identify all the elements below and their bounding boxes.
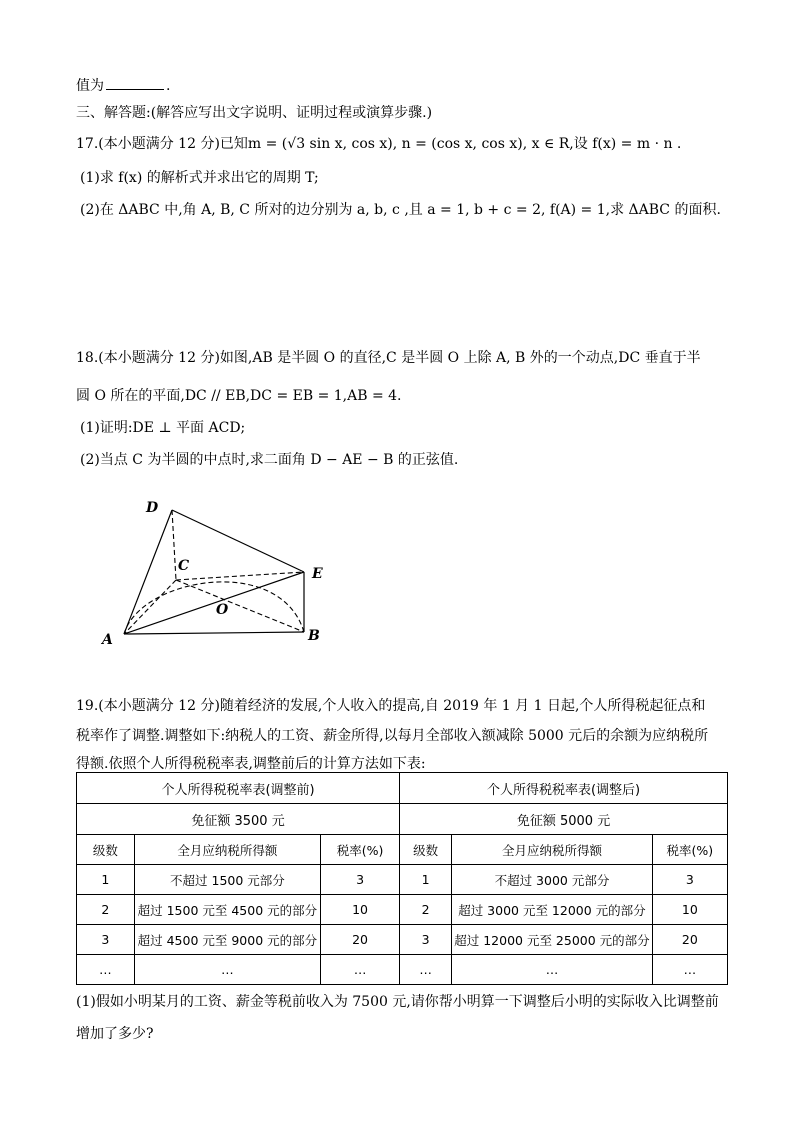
header-cell: 税率(%) — [321, 835, 400, 865]
q17-stem: 17.(本小题满分 12 分)已知m = (√3 sin x, cos x), n = (cos x, cos x), x ∈ R,设 f(x) = m · n . — [76, 136, 682, 152]
edge-ad — [124, 510, 172, 634]
table-cell: … — [77, 955, 135, 985]
table-cell: 超过 3000 元至 12000 元的部分 — [452, 895, 652, 925]
header-cell: 税率(%) — [652, 835, 727, 865]
q18-stem-line1: 18.(本小题满分 12 分)如图,AB 是半圆 O 的直径,C 是半圆 O 上除 A, B 外的一个动点,DC 垂直于半 — [76, 350, 701, 366]
table-cell: 3 — [652, 865, 727, 895]
table-cell: 1 — [77, 865, 135, 895]
q19-stem-line2: 税率作了调整.调整如下:纳税人的工资、薪金所得,以每月全部收入额减除 5000 元后的余额为应纳税所 — [76, 728, 709, 744]
table-header-row — [77, 835, 728, 865]
table-row — [77, 865, 728, 895]
label-e: E — [312, 566, 323, 582]
edge-de — [172, 510, 304, 572]
tax-rate-table — [76, 772, 728, 985]
q18-stem-line2: 圆 O 所在的平面,DC // EB,DC = EB = 1,AB = 4. — [76, 388, 402, 404]
before-title: 个人所得税税率表(调整前) — [77, 773, 400, 804]
q19-stem-line3: 得额.依照个人所得税税率表,调整前后的计算方法如下表: — [76, 756, 426, 772]
blank-end: . — [166, 78, 171, 94]
table-cell: … — [652, 955, 727, 985]
edge-cb — [176, 580, 304, 632]
table-cell: … — [321, 955, 400, 985]
q17-part2: (2)在 ΔABC 中,角 A, B, C 所对的边分别为 a, b, c ,且 a = 1, b + c = 2, f(A) = 1,求 ΔABC 的面积. — [80, 202, 721, 218]
table-cell: 2 — [77, 895, 135, 925]
table-row — [77, 895, 728, 925]
table-cell: 2 — [400, 895, 452, 925]
table-cell: … — [400, 955, 452, 985]
q19-part1-line1: (1)假如小明某月的工资、薪金等税前收入为 7500 元,请你帮小明算一下调整后小明的实际收入比调整前 — [76, 994, 719, 1010]
before-exempt: 免征额 3500 元 — [77, 804, 400, 835]
q18-part2: (2)当点 C 为半圆的中点时,求二面角 D − AE − B 的正弦值. — [80, 452, 459, 468]
header-cell: 全月应纳税所得额 — [134, 835, 320, 865]
edge-dc — [172, 510, 176, 580]
label-a: A — [102, 632, 113, 648]
header-cell: 级数 — [400, 835, 452, 865]
section-heading: 三、解答题:(解答应写出文字说明、证明过程或演算步骤.) — [76, 105, 433, 121]
after-title: 个人所得税税率表(调整后) — [400, 773, 728, 804]
label-o: O — [216, 602, 229, 618]
table-cell: 超过 4500 元至 9000 元的部分 — [134, 925, 320, 955]
table-cell: 超过 1500 元至 4500 元的部分 — [134, 895, 320, 925]
q17-part1: (1)求 f(x) 的解析式并求出它的周期 T; — [80, 170, 319, 186]
label-b: B — [308, 628, 320, 644]
geometry-figure — [100, 498, 340, 658]
blank-label: 值为 — [76, 78, 104, 94]
semicircle-arc — [124, 582, 304, 634]
table-exempt-row — [77, 804, 728, 835]
edge-ca — [124, 580, 176, 634]
label-c: C — [178, 558, 190, 574]
answer-blank-line — [76, 76, 170, 96]
header-cell: 级数 — [77, 835, 135, 865]
label-d: D — [146, 500, 159, 516]
edge-ab — [124, 632, 304, 634]
table-cell: … — [134, 955, 320, 985]
table-cell: 1 — [400, 865, 452, 895]
table-cell: 3 — [321, 865, 400, 895]
table-row — [77, 955, 728, 985]
header-cell: 全月应纳税所得额 — [452, 835, 652, 865]
table-cell: 20 — [321, 925, 400, 955]
table-cell: 不超过 1500 元部分 — [134, 865, 320, 895]
table-cell: 3 — [400, 925, 452, 955]
q19-part1-line2: 增加了多少? — [76, 1026, 154, 1042]
edge-ae — [124, 572, 304, 634]
table-cell: 10 — [321, 895, 400, 925]
after-exempt: 免征额 5000 元 — [400, 804, 728, 835]
table-title-row — [77, 773, 728, 804]
table-cell: 20 — [652, 925, 727, 955]
table-cell: 超过 12000 元至 25000 元的部分 — [452, 925, 652, 955]
table-cell: 3 — [77, 925, 135, 955]
table-cell: 10 — [652, 895, 727, 925]
table-row — [77, 925, 728, 955]
q18-part1: (1)证明:DE ⊥ 平面 ACD; — [80, 420, 246, 436]
table-cell: 不超过 3000 元部分 — [452, 865, 652, 895]
q19-stem-line1: 19.(本小题满分 12 分)随着经济的发展,个人收入的提高,自 2019 年 1 月 1 日起,个人所得税起征点和 — [76, 698, 706, 714]
fill-blank[interactable] — [106, 77, 164, 90]
table-cell: … — [452, 955, 652, 985]
